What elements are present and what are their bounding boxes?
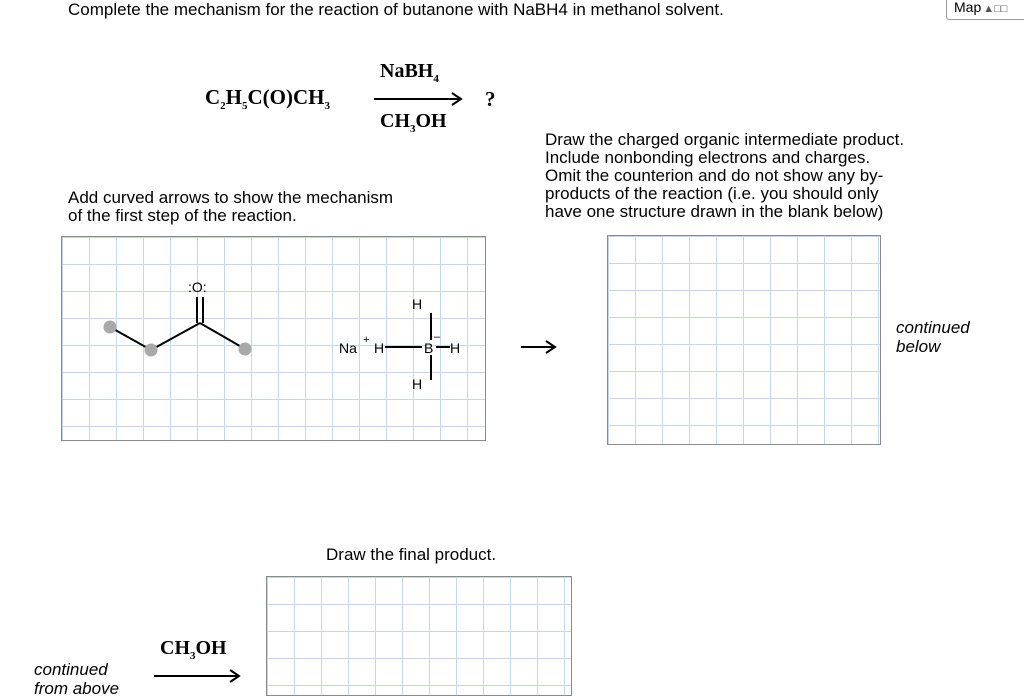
carbonyl-oxygen-label[interactable]: :O:	[188, 279, 207, 295]
intermediate-drawing-canvas[interactable]	[607, 235, 881, 445]
reagent-nabh4: NaBH$_4$	[380, 60, 439, 85]
boron-charge: –	[434, 331, 441, 343]
sodium-charge: +	[363, 334, 370, 346]
borohydride-bonds	[385, 313, 450, 380]
boron-label[interactable]: B	[424, 340, 434, 356]
continued-from-above-note: continued from above	[34, 660, 120, 698]
final-reagent-methanol: $CH_3OH$	[160, 637, 227, 662]
map-label: Map	[954, 0, 982, 15]
continued-below-note: continued below	[896, 318, 970, 356]
sitemap-icon: ▲□□	[983, 3, 1008, 15]
hydrogen-top-label[interactable]: H	[412, 296, 423, 312]
reagent-methanol: $CH_3OH$	[380, 110, 447, 135]
final-product-label: Draw the final product.	[326, 545, 497, 564]
hydrogen-bottom-label[interactable]: H	[412, 376, 423, 392]
question-title: Complete the mechanism for the reaction of butanone with NaBH4 in methanol solvent.	[68, 0, 724, 19]
atom-dot[interactable]	[239, 343, 252, 356]
final-reaction-arrow	[152, 667, 244, 685]
map-button[interactable]	[946, 0, 1024, 20]
reaction-arrow	[372, 91, 466, 107]
butanone-skeleton	[110, 297, 245, 350]
step-arrow	[519, 338, 559, 356]
atom-dot[interactable]	[145, 344, 158, 357]
hydrogen-right-label[interactable]: H	[450, 340, 461, 356]
hydrogen-left-label[interactable]: H	[374, 340, 385, 356]
sodium-label[interactable]: Na	[339, 340, 357, 356]
intermediate-instruction: Draw the charged organic intermediate product. Include nonbonding electrons and charges. Omit the counterion and do not show any by- products of the reaction (i.e. you should only have one structure drawn in the blank below)	[545, 130, 905, 221]
step1-instruction: Add curved arrows to show the mechanism of the first step of the reaction.	[68, 188, 394, 225]
atom-dot[interactable]	[104, 321, 117, 334]
final-product-canvas[interactable]	[266, 576, 572, 696]
product-placeholder: ?	[485, 87, 496, 111]
mechanism-drawing-canvas[interactable]	[61, 236, 486, 441]
reactant-formula: $C_2H_5C(O)CH_3$	[205, 85, 331, 112]
